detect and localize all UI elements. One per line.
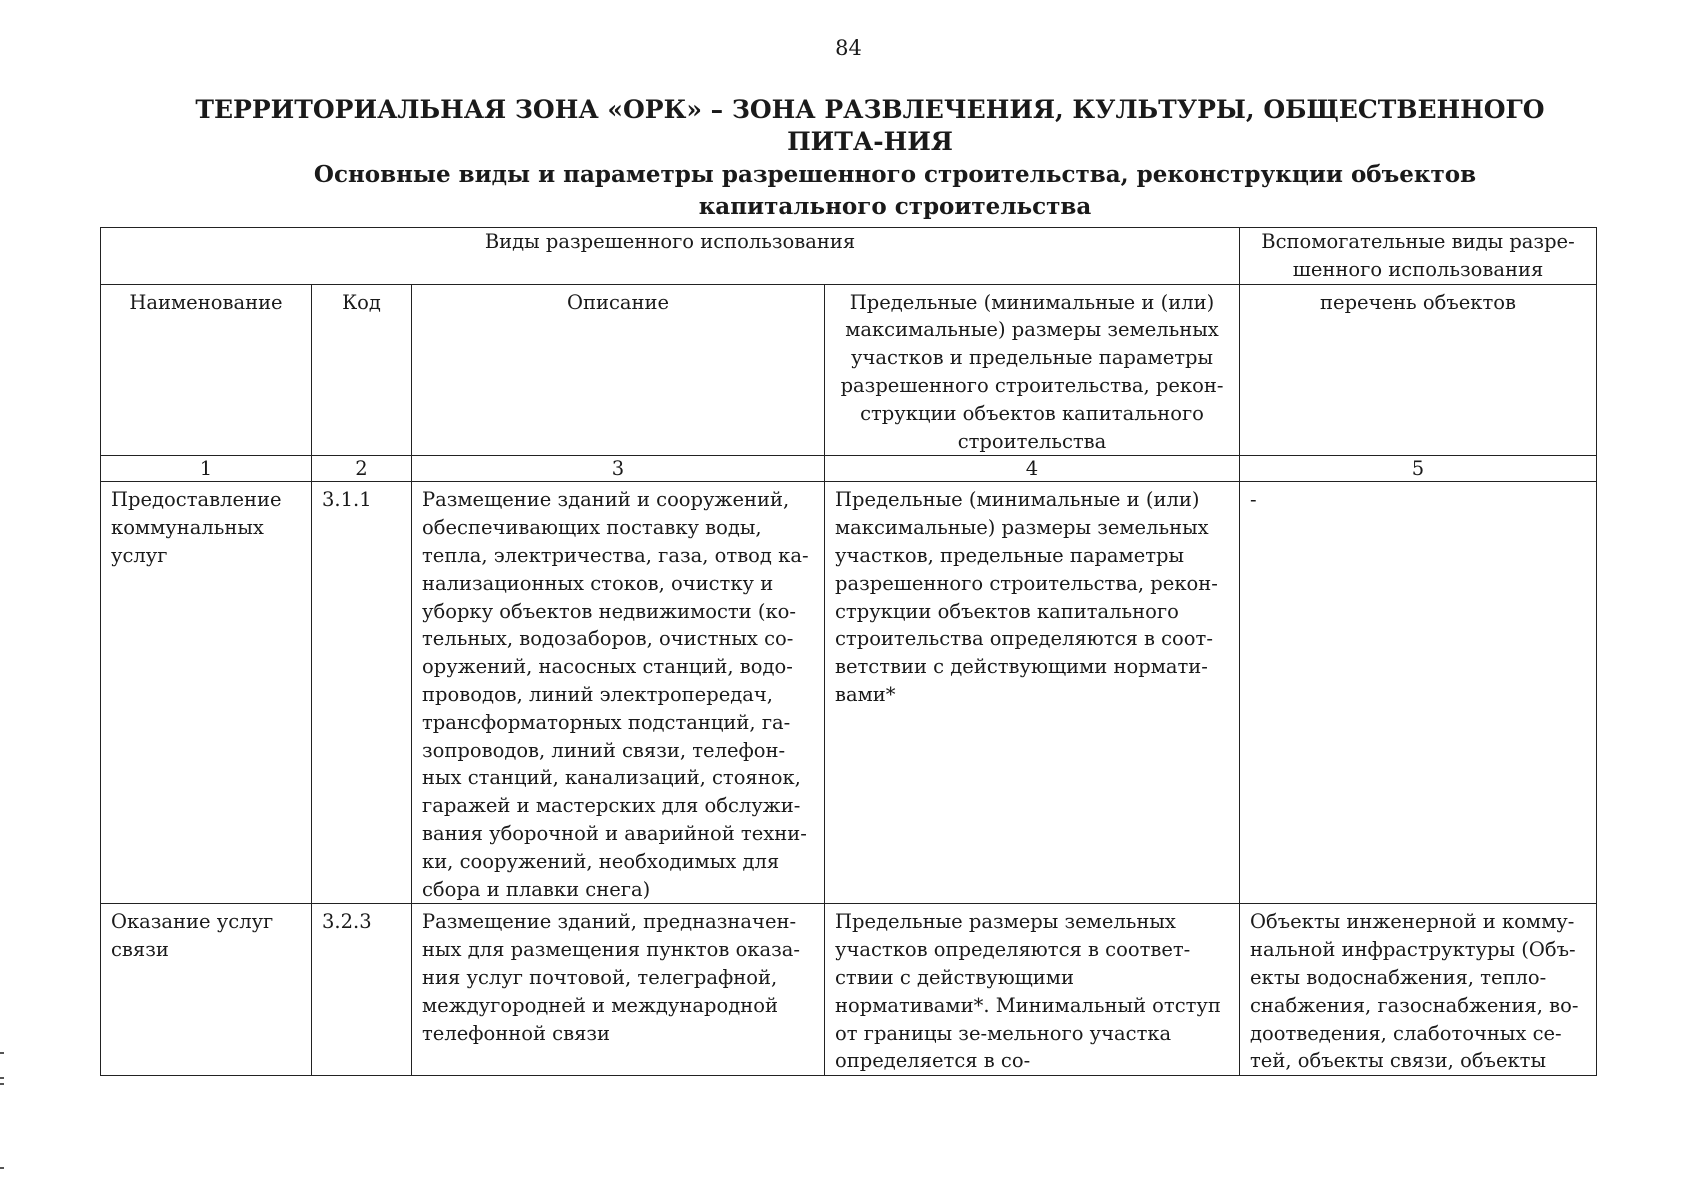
scan-artifact — [0, 1052, 4, 1054]
column-header-name: Наименование — [101, 284, 312, 456]
column-header-limits: Предельные (минимальные и (или) максимальные) размеры земельных участков и предельные параметры разрешенного строительства, рекон-струкции объектов капитального строительства — [825, 284, 1240, 456]
cell-aux: Объекты инженерной и комму-нальной инфраструктуры (Объ-екты водоснабжения, тепло-снабжения, газоснабжения, во-доотведения, слаботочных се-тей, объекты связи, объекты — [1240, 904, 1597, 1076]
column-number: 1 — [101, 456, 312, 482]
column-number: 2 — [312, 456, 412, 482]
group-header-auxiliary: Вспомогательные виды разре-шенного использования — [1240, 228, 1597, 285]
cell-name: Оказание услуг связи — [101, 904, 312, 1076]
permitted-use-table — [100, 227, 1597, 1076]
column-number: 5 — [1240, 456, 1597, 482]
cell-aux: - — [1240, 482, 1597, 904]
section-subtitle: Основные виды и параметры разрешенного строительства, реконструкции объектов капитального строительства — [313, 161, 1477, 220]
cell-code: 3.1.1 — [312, 482, 412, 904]
scan-artifact — [0, 1077, 4, 1079]
column-number: 4 — [825, 456, 1240, 482]
scan-artifact — [0, 1083, 4, 1085]
table-row — [101, 904, 1597, 1076]
cell-limits: Предельные (минимальные и (или) максимальные) размеры земельных участков, предельные параметры разрешенного строительства, рекон-струкции объектов капитального строительства определяются в соот-ветствии с действующими нормати-вами* — [825, 482, 1240, 904]
zone-title: ТЕРРИТОРИАЛЬНАЯ ЗОНА «ОРК» – ЗОНА РАЗВЛЕЧЕНИЯ, КУЛЬТУРЫ, ОБЩЕСТВЕННОГО ПИТА-НИЯ — [195, 95, 1545, 156]
column-header-description: Описание — [412, 284, 825, 456]
table-row — [101, 482, 1597, 904]
cell-description: Размещение зданий и сооружений, обеспечивающих поставку воды, тепла, электричества, газа, отвод ка-нализационных стоков, очистку и уборку объектов недвижимости (ко-тельных, водозаборов, очистных со-оружений, насосных станций, водо-проводов, линий электропередач, трансформаторных подстанций, га-зопроводов, линий связи, телефон-ных станций, канализаций, стоянок, гаражей и мастерских для обслужи-вания уборочной и аварийной техни-ки, сооружений, необходимых для сбора и плавки снега) — [412, 482, 825, 904]
column-number-row — [101, 456, 1597, 482]
cell-limits: Предельные размеры земельных участков определяются в соответ-ствии с действующими нормативами*. Минимальный отступ от границы зе-мельного участка определяется в со- — [825, 904, 1240, 1076]
scan-artifact — [0, 1167, 4, 1169]
column-number: 3 — [412, 456, 825, 482]
group-header-row — [101, 228, 1597, 285]
group-header-main: Виды разрешенного использования — [101, 228, 1240, 285]
cell-code: 3.2.3 — [312, 904, 412, 1076]
page-number: 84 — [835, 36, 862, 60]
column-header-aux-list: перечень объектов — [1240, 284, 1597, 456]
cell-name: Предоставление коммунальных услуг — [101, 482, 312, 904]
cell-description: Размещение зданий, предназначен-ных для размещения пунктов оказа-ния услуг почтовой, телеграфной, междугородней и международной телефонной связи — [412, 904, 825, 1076]
column-header-row — [101, 284, 1597, 456]
column-header-code: Код — [312, 284, 412, 456]
